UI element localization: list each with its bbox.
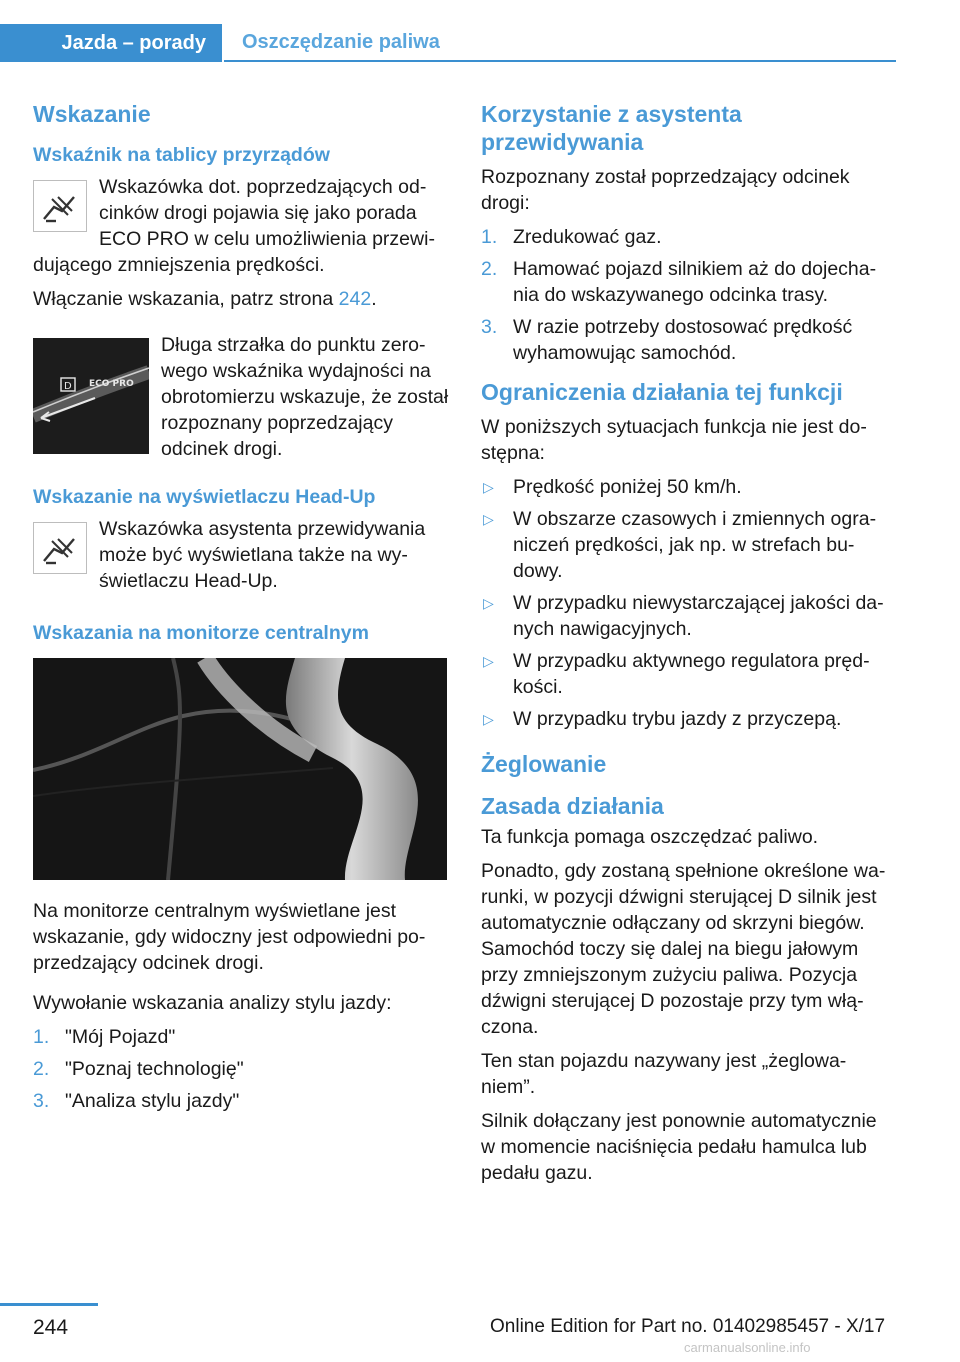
road-hint-icon-hud <box>33 522 87 574</box>
bullet-triangle-icon: ▷ <box>483 479 494 495</box>
edition-text: Online Edition for Part no. 01402985457 - X/17 <box>490 1316 886 1337</box>
page-header <box>0 0 960 62</box>
tachometer-note <box>33 332 453 470</box>
list-item: 2. Hamować pojazd silnikiem aż do dojechania do wskazywanego odcinka trasy. <box>481 258 877 306</box>
heading-wskazanie: Wskazanie <box>33 101 151 127</box>
paragraph-state-name: Ten stan pojazdu nazywany jest „żeglowaniem”. <box>481 1050 847 1098</box>
paragraph-tachometer: Długa strzałka do punktu zerowego wskaźnika wydajności na obrotomierzu wskazuje, że został rozpoznany poprzedzający odcinek drogi. <box>161 334 449 460</box>
heading-principle: Zasada działania <box>481 793 664 819</box>
page-number: 244 <box>33 1316 69 1339</box>
list-item: ▷ W obszarze czasowych i zmiennych ograniczeń prędkości, jak np. w strefach budowy. <box>483 508 877 582</box>
bullet-triangle-icon: ▷ <box>483 711 494 727</box>
paragraph-instrument-hint: Wskazówka dot. poprzedzających odcinków drogi pojawia się jako porada ECO PRO w celu umożliwienia przewidującego zmniejszenia prędkości. <box>33 176 435 276</box>
paragraph-menu-call: Wywołanie wskazania analizy stylu jazdy: <box>33 992 392 1014</box>
list-item: ▷ W przypadku trybu jazdy z przyczepą. <box>483 708 842 730</box>
list-item: 3. "Analiza stylu jazdy" <box>33 1090 240 1112</box>
road-hint-icon <box>33 180 87 232</box>
paragraph-activation: Włączanie wskazania, patrz strona 242. <box>33 288 377 310</box>
paragraph-head-up: Wskazówka asystenta przewidywania może być wyświetlana także na wyświetlaczu Head-Up. <box>99 518 426 592</box>
instrument-note <box>33 174 453 278</box>
eco-pro-label: ECO PRO <box>89 379 134 389</box>
list-item: ▷ Prędkość poniżej 50 km/h. <box>483 476 742 498</box>
paragraph-central-monitor: Na monitorze centralnym wyświetlane jest wskazanie, gdy widoczny jest odpowiedni poprzedzający odcinek drogi. <box>33 900 426 974</box>
bullet-triangle-icon: ▷ <box>483 511 494 527</box>
heading-using-assistant: Korzystanie z asystenta przewidywania <box>481 101 742 155</box>
footer-rule <box>0 1303 98 1306</box>
right-column <box>481 100 893 1194</box>
gear-d-label: D <box>64 381 72 392</box>
road-display-image <box>33 658 447 880</box>
paragraph-limitations: W poniższych sytuacjach funkcja nie jest dostępna: <box>481 416 867 464</box>
watermark: carmanualsonline.info <box>684 1340 811 1355</box>
section-tab-active[interactable]: Jazda – porady <box>0 24 222 62</box>
heading-sailing: Żeglowanie <box>481 751 607 777</box>
limitations-list <box>481 474 893 732</box>
section-tab-inactive[interactable]: Oszczędzanie paliwa <box>224 24 896 62</box>
paragraph-saves-fuel: Ta funkcja pomaga oszczędzać paliwo. <box>481 826 819 848</box>
list-item: 2. "Poznaj technologię" <box>33 1058 244 1080</box>
left-column <box>33 100 453 1126</box>
paragraph-decoupling: Ponadto, gdy zostaną spełnione określone warunki, w pozycji dźwigni sterującej D silnik jest automatycznie odłączany od skrzyni biegów. Samochód toczy się dalej na biegu jałowym przy zmniejszonym zużyciu paliwa. Pozycja dźwigni sterującej D pozostaje przy tym włączona. <box>481 860 886 1038</box>
page-link[interactable]: 242 <box>338 288 372 310</box>
tachometer-photo <box>33 338 149 454</box>
menu-path-list <box>33 1024 453 1114</box>
list-item: 3. W razie potrzeby dostosować prędkość wyhamowując samochód. <box>481 316 853 364</box>
subheading-instrument-cluster: Wskaźnik na tablicy przyrządów <box>33 144 330 166</box>
list-item: ▷ W przypadku niewystarczającej jakości danych nawigacyjnych. <box>483 592 884 640</box>
bullet-triangle-icon: ▷ <box>483 595 494 611</box>
subheading-central-monitor: Wskazania na monitorze centralnym <box>33 622 369 644</box>
heading-limitations: Ograniczenia działania tej funkcji <box>481 379 843 405</box>
list-item: ▷ W przypadku aktywnego regulatora prędkości. <box>483 650 870 698</box>
bullet-triangle-icon: ▷ <box>483 653 494 669</box>
subheading-head-up: Wskazanie na wyświetlaczu Head-Up <box>33 486 376 508</box>
steps-list <box>481 224 893 366</box>
list-item: 1. Zredukować gaz. <box>481 226 662 248</box>
headup-note <box>33 516 453 602</box>
list-item: 1. "Mój Pojazd" <box>33 1026 176 1048</box>
paragraph-reconnect: Silnik dołączany jest ponownie automatycznie w momencie naciśnięcia pedału hamulca lub pedału gazu. <box>481 1110 877 1184</box>
paragraph-recognized: Rozpoznany został poprzedzający odcinek drogi: <box>481 166 850 214</box>
